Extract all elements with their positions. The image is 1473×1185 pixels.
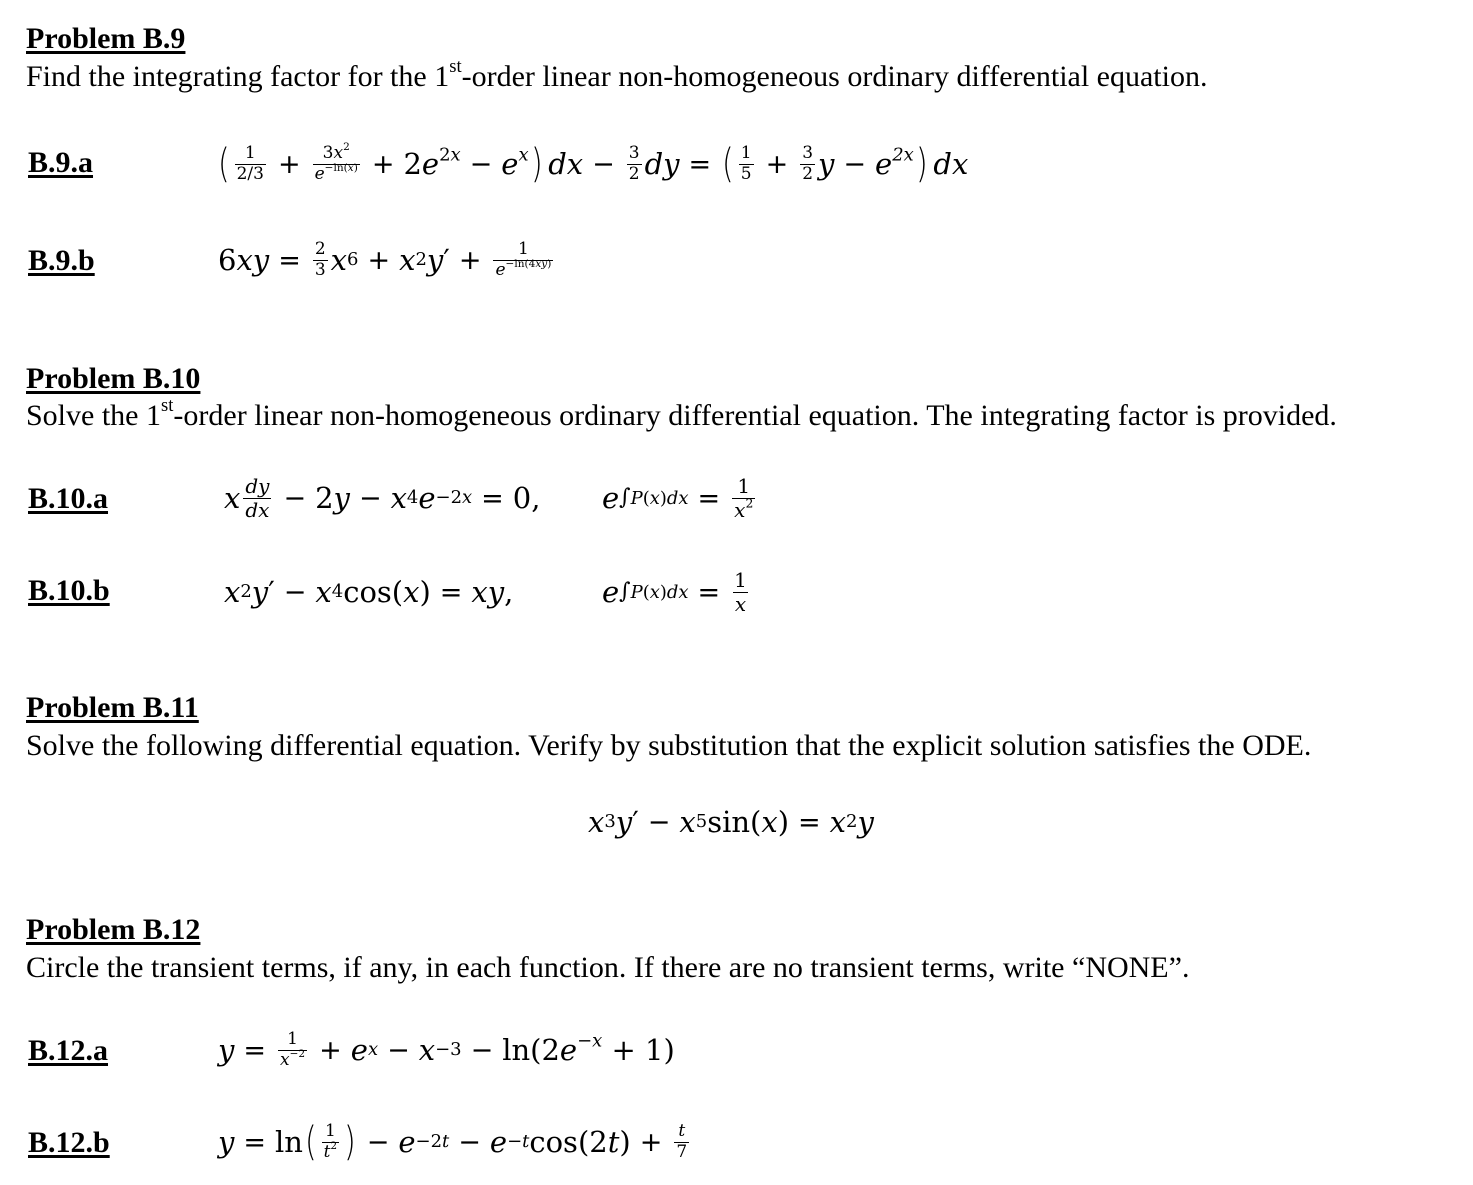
part-b10b-label: B.10.b [28, 574, 110, 607]
problem-b10-description: Solve the 1st-order linear non-homogeneous ordinary differential equation. The integrating factor is provided. [26, 395, 1337, 432]
integrating-factor-b10a: e ∫P(x)dx = $\frac{1}{x^2}$ [602, 473, 754, 522]
equation-b10b: x 2 y ′ − x 4 cos(x) = xy , [224, 575, 514, 609]
problem-b9-title: Problem B.9 [26, 22, 186, 55]
part-b9b-label: B.9.b [28, 244, 95, 277]
problem-b9-description: Find the integrating factor for the 1st-order linear non-homogeneous ordinary differential equation. [26, 56, 1208, 93]
equation-b10a: x $\frac{dy}{dx}$ − 2y − x 4 e −2x = 0, [224, 473, 541, 522]
part-b12a-label: B.12.a [28, 1034, 109, 1067]
equation-b9a: ( $\frac{1}{2/3}$ + $\frac{3x^2}{e^{-ln(x)}}$ + $2e^{2x}$ − $e^x$ ) dx − $\frac{3}{2}$ dy = ( $\frac{1}{5}$ + $\frac{3}{2}$ y − $e^{2x}$ ) dx [217, 140, 969, 187]
equation-b9b: 6xy = $\frac{2}{3}$ x 6 + x 2 y ′ + $\frac{1}{e^{-ln(4xy)}}$ [218, 238, 552, 280]
equation-b11: x 3 y ′ − x 5 sin(x) = x 2 y [588, 805, 874, 839]
problem-b11-description: Solve the following differential equation. Verify by substitution that the explicit solution satisfies the ODE. [26, 729, 1312, 762]
equation-b12b: y = ln ( $\frac{1}{t^2}$ ) − e −2t − e −t cos(2t) + $\frac{t}{7}$ [218, 1119, 688, 1165]
problem-b12-title: Problem B.12 [26, 913, 201, 946]
part-b9a-label: B.9.a [28, 146, 94, 179]
integrating-factor-b10b: e ∫P(x)dx = $\frac{1}{x}$ [602, 567, 747, 616]
problem-b12-description: Circle the transient terms, if any, in each function. If there are no transient terms, write “NONE”. [26, 951, 1190, 984]
problem-b11-title: Problem B.11 [26, 691, 199, 724]
part-b10a-label: B.10.a [28, 482, 109, 515]
part-b12b-label: B.12.b [28, 1126, 110, 1159]
problem-b10-title: Problem B.10 [26, 362, 201, 395]
equation-b12a: y = $\frac{1}{x^{-2}}$ + e x − x −3 − $\ln(2e^{-x} + 1)$ [218, 1028, 675, 1070]
